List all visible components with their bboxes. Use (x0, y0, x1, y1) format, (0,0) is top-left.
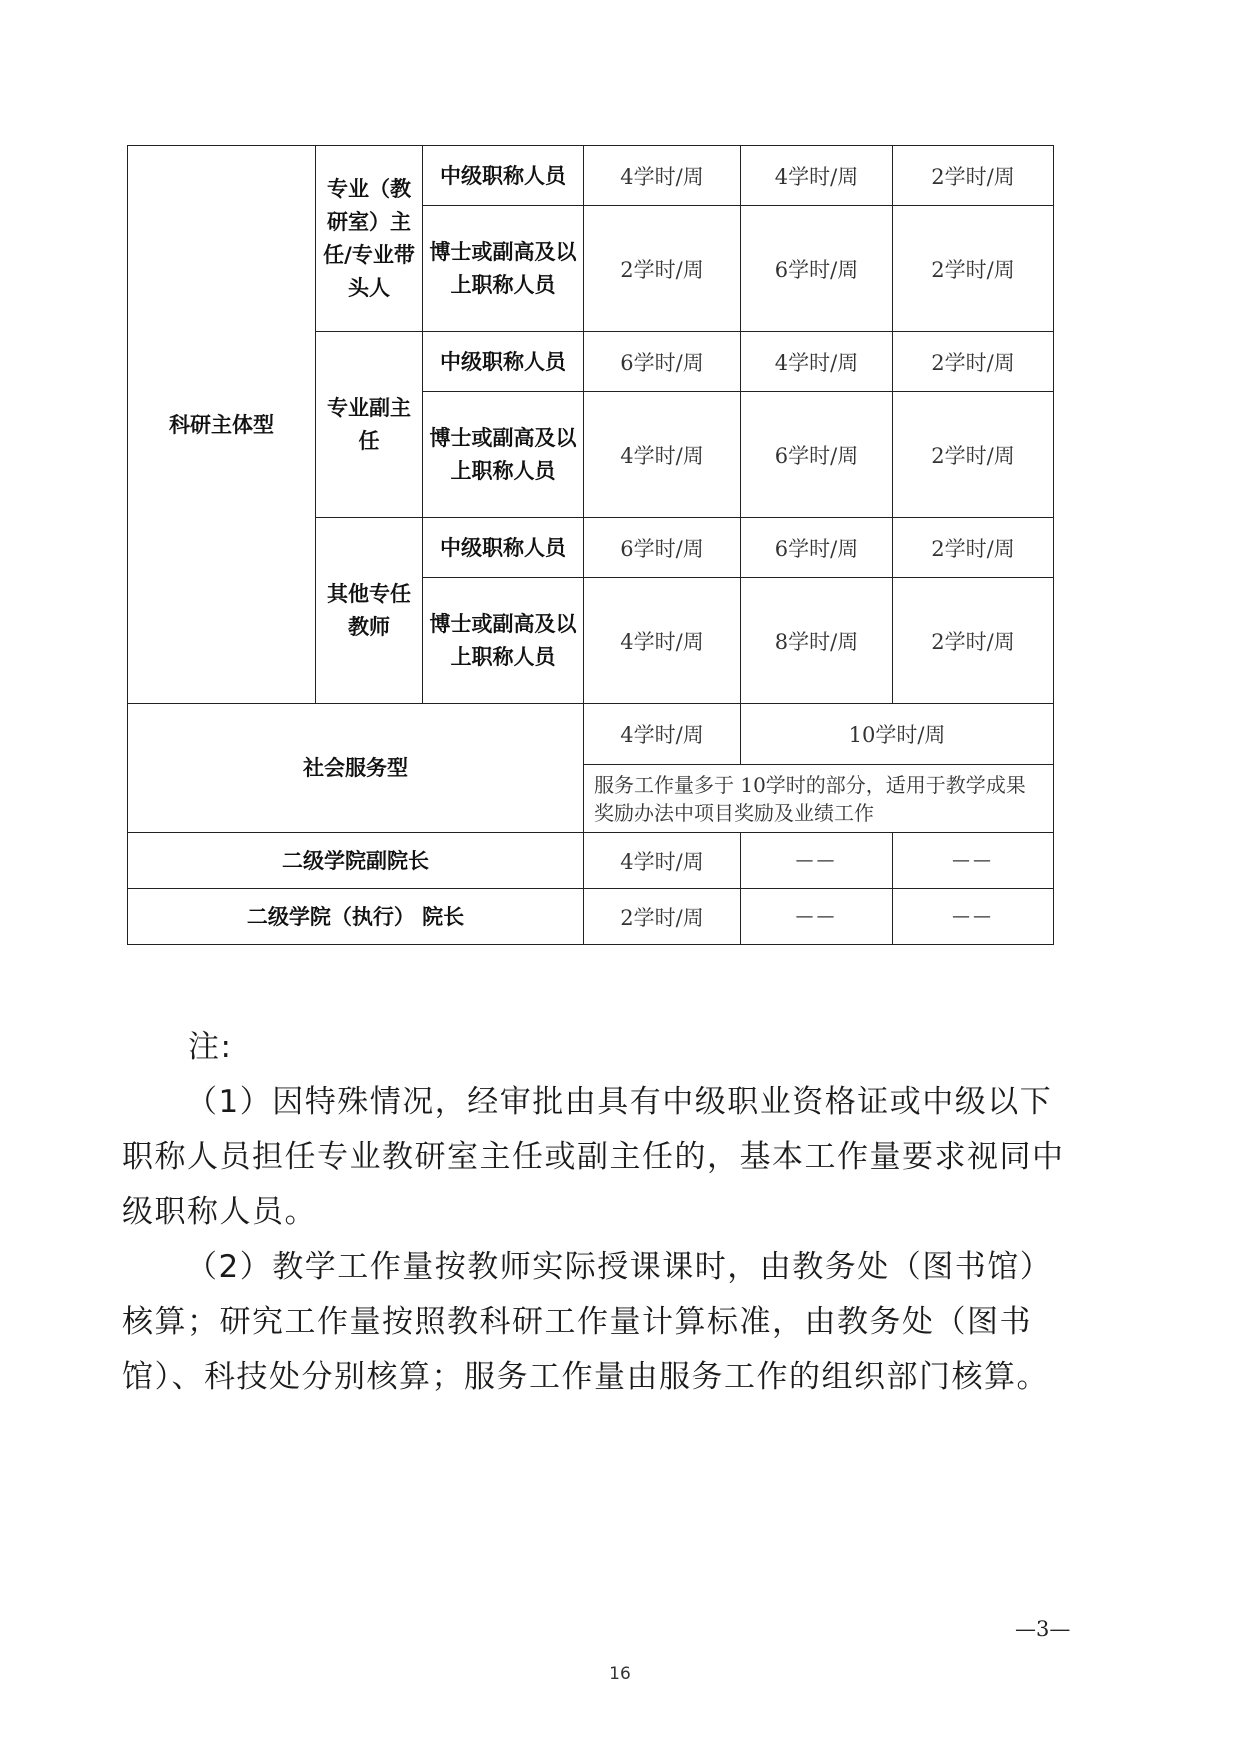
value-cell: 2学时/周 (584, 206, 741, 332)
value-cell: 4学时/周 (584, 578, 741, 704)
value-cell: 6学时/周 (584, 518, 741, 578)
value-cell: 4学时/周 (584, 392, 741, 518)
table-row (128, 833, 1054, 889)
group-cell: 其他专任教师 (316, 518, 423, 704)
title-cell: 博士或副高及以上职称人员 (423, 392, 584, 518)
notes-section (122, 1020, 1082, 1405)
service-note-cell: 服务工作量多于 10学时的部分，适用于教学成果奖励办法中项目奖励及业绩工作 (584, 765, 1054, 833)
value-cell: 4学时/周 (741, 146, 893, 206)
value-cell: 8学时/周 (741, 578, 893, 704)
value-cell: 2学时/周 (893, 146, 1054, 206)
value-cell: 6学时/周 (741, 206, 893, 332)
dash-cell: —— (893, 889, 1054, 945)
note-paragraph-2: （2）教学工作量按教师实际授课课时，由教务处（图书馆）核算；研究工作量按照教科研工作量计算标准，由教务处（图书馆）、科技处分别核算；服务工作量由服务工作的组织部门核算。 (122, 1249, 1053, 1395)
value-cell: 6学时/周 (741, 392, 893, 518)
title-cell: 中级职称人员 (423, 332, 584, 392)
title-cell: 博士或副高及以上职称人员 (423, 578, 584, 704)
value-cell: 2学时/周 (893, 206, 1054, 332)
title-cell: 中级职称人员 (423, 518, 584, 578)
dash-cell: —— (893, 833, 1054, 889)
value-cell: 4学时/周 (584, 704, 741, 765)
category-research-cell: 科研主体型 (128, 146, 316, 704)
dash-cell: —— (741, 889, 893, 945)
note-paragraph-1: （1）因特殊情况，经审批由具有中级职业资格证或中级以下职称人员担任专业教研室主任或副主任的，基本工作量要求视同中级职称人员。 (122, 1084, 1065, 1230)
value-cell: 6学时/周 (584, 332, 741, 392)
value-cell: 4学时/周 (584, 833, 741, 889)
group-cell: 专业（教研室）主任/专业带头人 (316, 146, 423, 332)
value-cell: 2学时/周 (584, 889, 741, 945)
page-marker: —3— (1015, 1617, 1071, 1641)
table-row (128, 889, 1054, 945)
title-cell: 中级职称人员 (423, 146, 584, 206)
footer-page-number: 16 (609, 1664, 631, 1684)
group-cell: 专业副主任 (316, 332, 423, 518)
title-cell: 博士或副高及以上职称人员 (423, 206, 584, 332)
dash-cell: —— (741, 833, 893, 889)
value-cell: 2学时/周 (893, 392, 1054, 518)
value-cell: 4学时/周 (741, 332, 893, 392)
workload-table (127, 145, 1054, 945)
notes-label: 注: (188, 1029, 233, 1065)
dean-label-cell: 二级学院（执行） 院长 (128, 889, 584, 945)
table-row (128, 146, 1054, 206)
value-cell: 2学时/周 (893, 332, 1054, 392)
value-cell: 2学时/周 (893, 518, 1054, 578)
value-cell: 4学时/周 (584, 146, 741, 206)
value-cell: 6学时/周 (741, 518, 893, 578)
table-row (128, 704, 1054, 765)
value-cell: 2学时/周 (893, 578, 1054, 704)
value-cell: 10学时/周 (741, 704, 1054, 765)
service-label-cell: 社会服务型 (128, 704, 584, 833)
vice-dean-label-cell: 二级学院副院长 (128, 833, 584, 889)
